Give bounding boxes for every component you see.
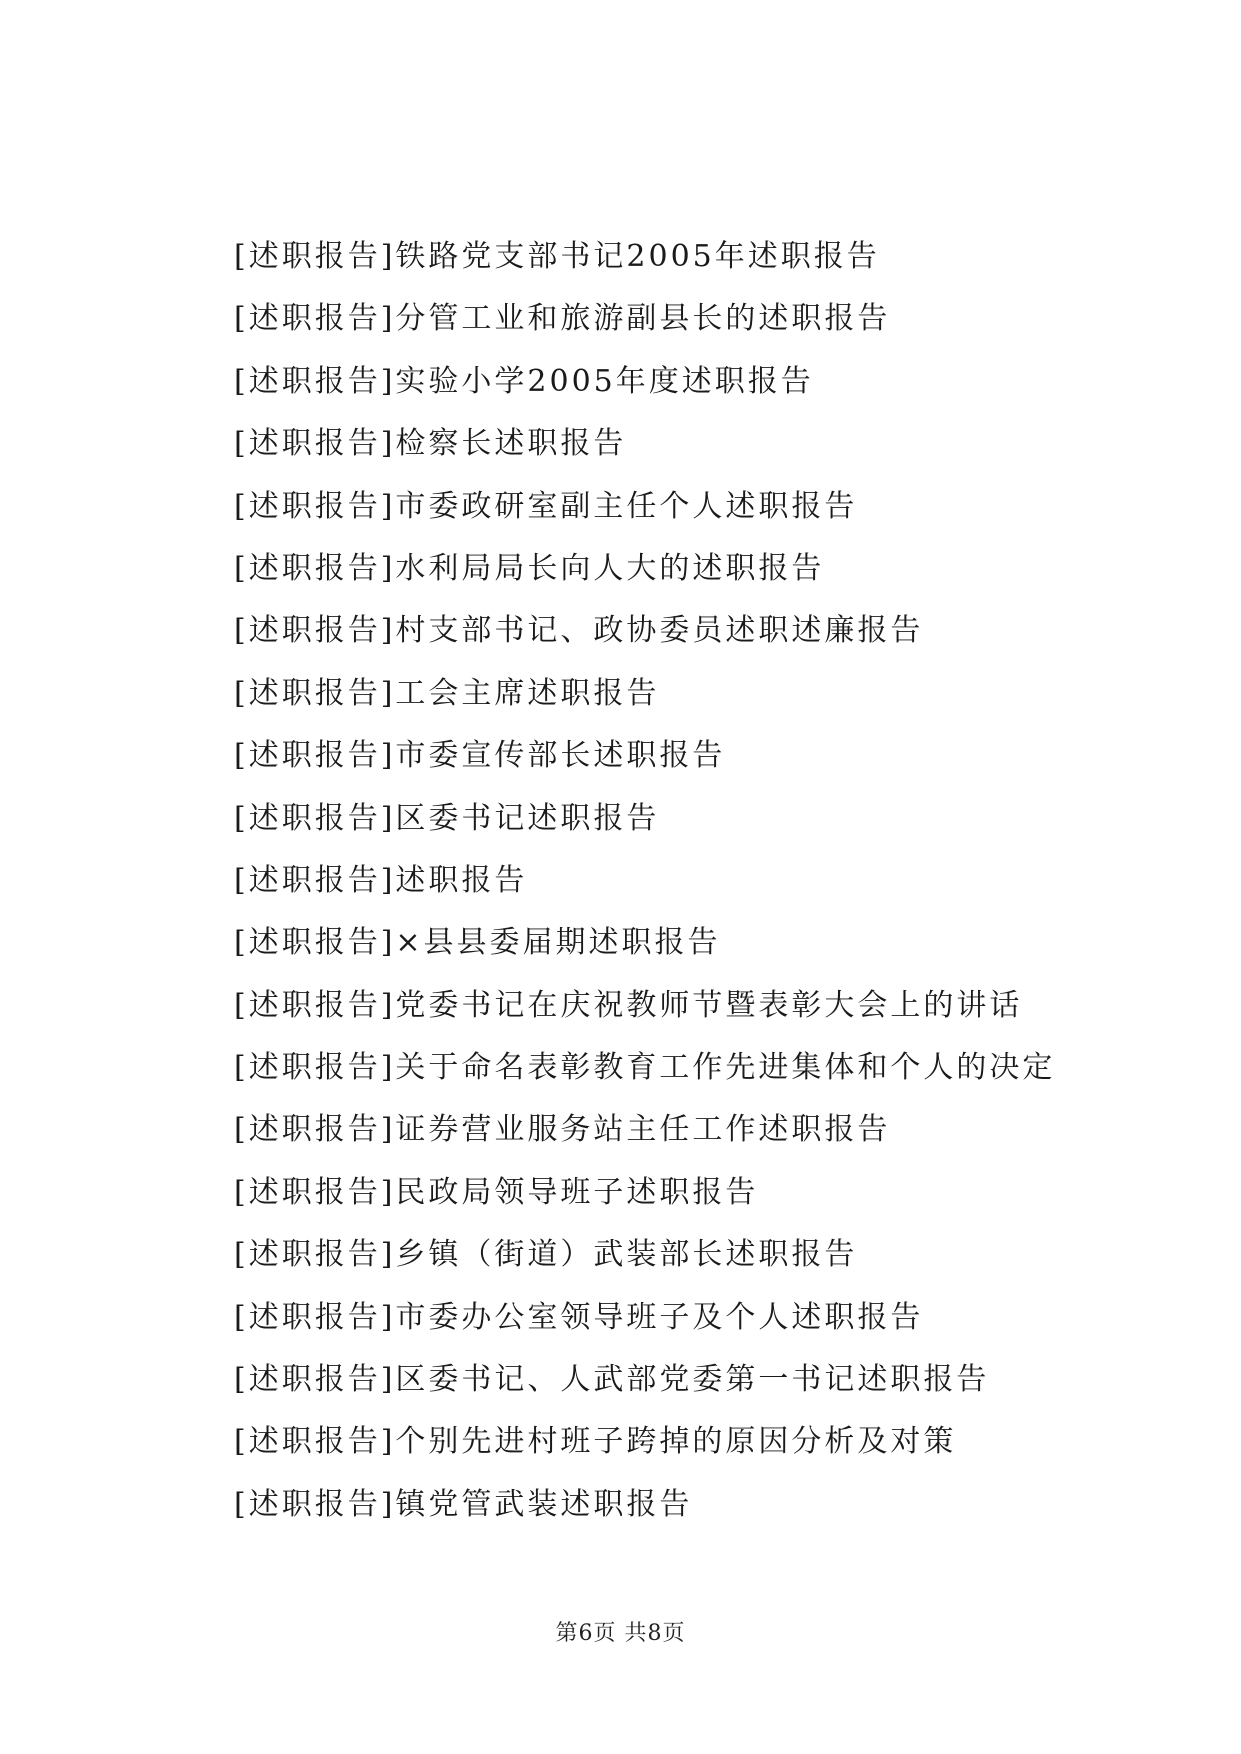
list-item: [述职报告]乡镇（街道）武装部长述职报告 (234, 1237, 858, 1273)
list-item: [述职报告]民政局领导班子述职报告 (234, 1174, 759, 1210)
list-item: [述职报告]市委办公室领导班子及个人述职报告 (234, 1299, 924, 1335)
page-number-footer: 第6页 共8页 (555, 1621, 686, 1646)
list-item: [述职报告]分管工业和旅游副县长的述职报告 (234, 301, 891, 337)
list-item: [述职报告]实验小学2005年度述职报告 (234, 363, 814, 399)
list-item: [述职报告]镇党管武装述职报告 (234, 1486, 693, 1522)
list-item: [述职报告]述职报告 (234, 862, 528, 898)
list-item: [述职报告]铁路党支部书记2005年述职报告 (234, 239, 880, 274)
list-item: [述职报告]市委政研室副主任个人述职报告 (234, 488, 858, 524)
list-item: [述职报告]市委宣传部长述职报告 (234, 738, 726, 774)
list-item: [述职报告]个别先进村班子跨掉的原因分析及对策 (234, 1424, 957, 1460)
list-item: [述职报告]区委书记、人武部党委第一书记述职报告 (234, 1362, 990, 1398)
list-item: [述职报告]党委书记在庆祝教师节暨表彰大会上的讲话 (234, 987, 1023, 1023)
list-item: [述职报告]×县县委届期述职报告 (234, 925, 721, 961)
list-item: [述职报告]工会主席述职报告 (234, 675, 660, 711)
document-list (234, 226, 1055, 1536)
list-item: [述职报告]证券营业服务站主任工作述职报告 (234, 1112, 891, 1148)
list-item: [述职报告]水利局局长向人大的述职报告 (234, 550, 825, 586)
list-item: [述职报告]关于命名表彰教育工作先进集体和个人的决定 (234, 1050, 1056, 1086)
list-item: [述职报告]村支部书记、政协委员述职述廉报告 (234, 613, 924, 649)
list-item: [述职报告]检察长述职报告 (234, 426, 627, 462)
list-item: [述职报告]区委书记述职报告 (234, 800, 660, 836)
